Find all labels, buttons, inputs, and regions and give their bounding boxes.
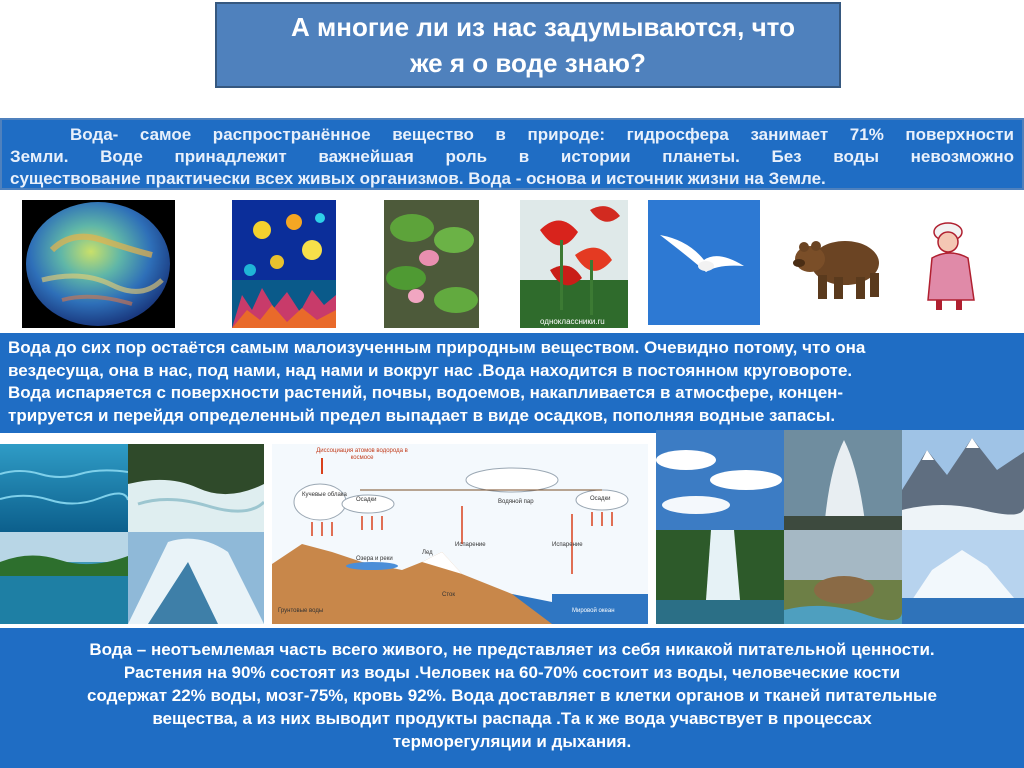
label-evap-1: Испарение: [455, 542, 486, 548]
slide-title: [215, 2, 841, 88]
title-line-1: А многие ли из нас задумываются, что: [291, 12, 795, 42]
coral-reef-image: [232, 200, 336, 328]
water-lilies-image: [384, 200, 479, 328]
water-cycle-text-block: [0, 333, 1024, 433]
intro-line-2: Земли. Воде принадлежит важнейшая роль в истории планеты. Без воды невозможно: [10, 147, 1014, 166]
clouds-sky-image: [656, 430, 784, 530]
label-precip-3: Осадки: [590, 496, 611, 502]
seagull-image: [648, 200, 760, 325]
cycle-line-2: вездесуща, она в нас, под нами, над нами и вокруг нас .Вода находится в постоянном круговороте.: [8, 360, 853, 380]
geyser-image: [784, 430, 902, 530]
label-ocean: Мировой океан: [572, 608, 615, 614]
label-clouds: Кучевые облака: [302, 492, 347, 498]
life-line-3: содержат 22% воды, мозг-75%, кровь 92%. Вода доставляет в клетки органов и тканей питательные: [87, 686, 937, 705]
cartoon-woman-image: [918, 218, 984, 313]
cycle-line-3: Вода испаряется с поверхности растений, почвы, водоемов, накапливается в атмосфере, концен-: [8, 383, 844, 402]
label-dissociation: Диссоциация атомов водорода в космосе: [316, 448, 408, 461]
waterfall-edge-image: [128, 532, 264, 624]
waterfall-jungle-image: [656, 530, 784, 624]
red-flowers-image: [520, 200, 628, 328]
life-line-2: Растения на 90% состоят из воды .Человек на 60-70% состоит из воды, человеческие кости: [123, 663, 901, 682]
intro-line-3: существование практически всех живых организмов. Вода - основа и источник жизни на Земле.: [10, 169, 826, 188]
rocky-stream-image: [784, 530, 902, 624]
glacier-mountains-image: [902, 430, 1024, 530]
tropical-shore-image: [0, 532, 128, 624]
label-runoff: Сток: [442, 592, 455, 598]
life-line-1: Вода – неотъемлемая часть всего живого, не представляет из себя никакой питательной ценности.: [89, 640, 935, 659]
life-water-text-block: [0, 628, 1024, 768]
life-line-4: вещества, а из них выводит продукты распада .Та к же вода учавствует в процессах: [152, 709, 872, 728]
planet-image: [22, 200, 175, 328]
sea-waves-image: [0, 444, 128, 532]
label-vapor: Водяной пар: [498, 499, 534, 505]
intro-text-block: [0, 118, 1024, 190]
label-evap-2: Испарение: [552, 542, 583, 548]
bear-image: [790, 225, 888, 305]
label-ground: Грунтовые воды: [278, 608, 324, 614]
cycle-line-4: трируется и перейдя определенный предел выпадает в виде осадков, пополняя водные запасы.: [8, 405, 836, 425]
cycle-line-1: Вода до сих пор остаётся самым малоизученным природным веществом. Очевидно потому, что она: [8, 338, 866, 357]
iceberg-image: [902, 530, 1024, 624]
label-lakes: Озера и реки: [356, 556, 393, 562]
intro-line-1: Вода- самое распространённое вещество в природе: гидросфера занимает 71% поверхности: [70, 125, 1014, 144]
label-ice: Лед: [422, 550, 433, 556]
title-line-2: же я о воде знаю?: [410, 48, 646, 78]
label-precip-1: Осадки: [356, 497, 377, 503]
watermark-text: одноклассники.ru: [540, 317, 605, 326]
water-cycle-diagram: [272, 444, 648, 624]
rapids-image: [128, 444, 264, 532]
life-line-5: терморегуляции и дыхания.: [392, 732, 632, 751]
